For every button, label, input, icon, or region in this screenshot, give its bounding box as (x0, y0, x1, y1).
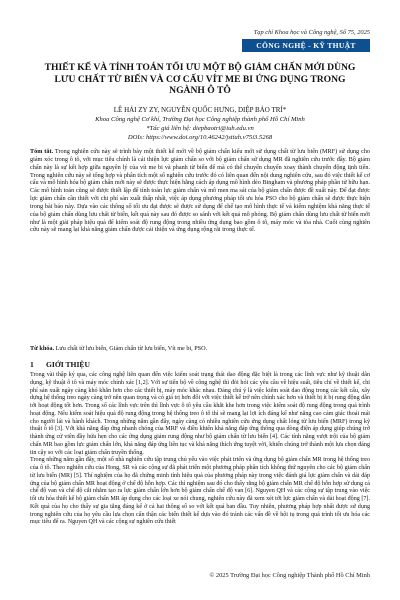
section-body (30, 372, 370, 527)
affiliation: Khoa Công nghệ Cơ khí, Trường Đại học Công nghiệp thành phố Hồ Chí Minh (95, 116, 305, 123)
keywords-label: Từ khóa. (30, 345, 55, 352)
doi-link[interactable]: DOIs: https://www.doi.org/10.46242/jstiuh.v75i3.5268 (127, 134, 273, 141)
abstract-text: Trong nghiên cứu này sẽ trình bày một thiết kế mới về bộ giảm chấn kiểu mới sử dụng chất từ lưu biến (MRF) sử dụng cho giảm xóc trong ô tô, với mục tiêu chính là cải thiện lực giảm chấn so với bộ giảm chấn sử dụng MR đã nghiên cứu trước đây. Bộ giảm chấn này là sự kết hợp giữa nguyên lý của vít me bi và phanh từ biến để mà có thể chuyển chuyển xoay thành chuyển động tịnh tiến. Trong nghiên cứu này sẽ tổng hợp và phân tích một số nghiên cứu trước đó có liên quan đến nội dung nghiên cứu, sau đó việc thiết kế cơ cấu và mô hình hóa bộ giảm chấn mới này sẽ được thực hiện hằng cách áp dụng mô hình dẻo Bingham và phương pháp phần tử hữu hạn. Các mô hình toán cũng sẽ được thiết lập để tính toán lực giảm chấn và mô men ma sát của bộ giảm chấn được đề xuất này. Để đạt được lực giảm chấn cần thiết với chi phí sản xuất thấp nhất, việc áp dụng phương pháp tối ưu hóa PSO cho bộ giảm chấn sẽ được thực hiện trong bài báo này. Dựa vào các thông số tối ưu đạt được sẽ được sử dụng để chế tạo mô hình thực tế và kiểm nghiệm khả năng thực tế của bộ giảm chấn dùng lưu chất từ biến, kết quả này sau đó được so sánh với kết quả mô phỏng. Bộ giảm chấn dùng lưu chất từ biến mới như là một giải pháp hiệu quả để kiểm soát độ rung động trong nhiều ứng dụng bao gồm ô tô, máy móc và tòa nhà. Cuối cùng nghiên cứu này sẽ mang lại khả năng giảm chấn được cải thiện và ứng dụng rộng rãi trong thực tế. (30, 148, 371, 234)
article-title: THIẾT KẾ VÀ TÍNH TOÁN TỐI ƯU MỘT BỘ GIẢM CHẤN MỚI DÙNG LƯU CHẤT TỪ BIẾN VÀ CƠ CẤU VÍT ME BI ỨNG DỤNG TRONG NGÀNH Ô TÔ (44, 62, 356, 97)
section-title: GIỚI THIỆU (46, 360, 90, 369)
keywords (30, 345, 370, 353)
section-banner: CÔNG NGHỆ - KỸ THUẬT (242, 39, 370, 52)
section-heading (30, 360, 370, 369)
copyright-footer: © 2025 Trường Đại học Công nghiệp Thành phố Hồ Chí Minh (209, 572, 370, 579)
abstract-label: Tóm tắt. (30, 148, 54, 155)
body-paragraph-2: Trong những năm gần đây, một số nhà nghiên cứu tập trung chủ yếu vào việc phát triển và ứng dụng bộ giảm chấn MR trong hệ thống treo của ô tô. Theo nghiên cứu của Hong, SR và các cộng sự đã phát triển một phương pháp phân tích không thứ nguyên cho các bộ giảm chấn từ lưu biến (MR) [5]. Thí nghiệm của họ đã chứng minh tính hiệu quả của phương pháp này trong việc đánh giá lực giảm chấn và dải đáp ứng của bộ giảm chấn MR hoạt động ở chế độ hỗn hợp. Các thí nghiệm sau đó cho thấy rằng bộ giảm chấn MR chế độ hỗn hợp sử dụng cả chế độ van và chế độ cắt nhằm tạo ra lực giảm chấn lớn hơn bộ giảm chấn chế độ van [6]. Nguyen QH và các cộng sự tập trung vào việc tối ưu hóa thiết kế bộ giảm chấn MR áp dụng cho các loại xe nói chung, nghiên cứu này đã xem xét tới lực giảm chấn và dải hoạt động [7]. Kết quả của họ cho thấy sự gia tăng đáng kể ở cả hai thông số so với kết quả ban đầu. Tuy nhiên, phương pháp hợp nhất được sử dụng trong nghiên cứu của họ yêu cầu lựa chọn cẩn thận các biến thiết kế dựa vào đó tránh các vấn đề về hội tụ trong quá trình tối ưu hóa các mục tiêu để ra. Nguyen QH và các cộng sự nghiên cứu thiết (30, 457, 370, 526)
author-list: LÊ HẢI ZY ZY, NGUYỄN QUỐC HƯNG, DIỆP BẢO TRÍ* (113, 106, 287, 114)
abstract (30, 148, 370, 234)
keywords-text: Lưu chất từ lưu biến, Giảm chấn từ lưu biến, Vít me bi, PSO. (55, 345, 208, 352)
section-number: 1 (30, 360, 34, 369)
journal-reference: Tạp chí Khoa học và Công nghệ, Số 75, 2025 (253, 29, 370, 36)
corresponding-author: *Tác giả liên hệ: diepbaotri@iuh.edu.vn (146, 125, 254, 132)
body-paragraph-1: Trong vài thập kỷ qua, các công nghệ liên quan đến việc kiểm soát trạng thái dao động đặc biệt là trong các lĩnh vực như kỹ thuật dân dụng, kỹ thuật ô tô và máy móc chính xác [1,2]. Với sự tiến bộ về công nghệ thì đòi hỏi các yêu cầu về hiệu suất, tiêu chí về thiết kế, chi phí sản xuất ngày càng khó khăn hơn cho các thiết bị, máy móc khác nhau. Đáng chú ý là việc kiểm soát dao động trong các kết cấu, xây dựng hệ thống treo ngày càng trở nên quan trọng và có giá trị hơn đối với việc thiết kế trở nên chính xác hơn và thiết bị ít bị rung động dẫn tới hoạt động tốt hơn. Trong số các lĩnh vực trên thì lĩnh vực ô tô yêu cầu khắt khe hơn trong việc kiểm soát độ rung động trong quá trình hoạt động. Nếu kiểm soát hiệu quả độ rung động trong hệ thống treo ô tô thì sẽ mang lại lợi ích đáng kể như năng cao cảm giác thoải mái cho người lái và hành khách. Trong những năm gần đây, ngày càng có nhiều nghiên cứu ứng dụng chất lỏng từ lưu biến (MRF) trong kỹ thuật ô tô [3]. Với khả năng đáp ứng nhanh chóng của MRF và điều khiển khả năng đáp ứng thông qua dòng điện áp dụng giúp chúng trở thành ứng cử viên đầy hứa hẹn cho các ứng dụng giảm rung động như bộ giảm chấn từ lưu biến [4]. Các tính năng vượt trội của bộ giảm chấn MR bao gồm lực giảm chấn lớn, khả năng đáp ứng liên tục và khả năng thích ứng tuyệt vời, khiến chúng trở thành một lựa chọn đáng tin cậy so với các loại giảm chấn truyền thống. (30, 372, 370, 456)
